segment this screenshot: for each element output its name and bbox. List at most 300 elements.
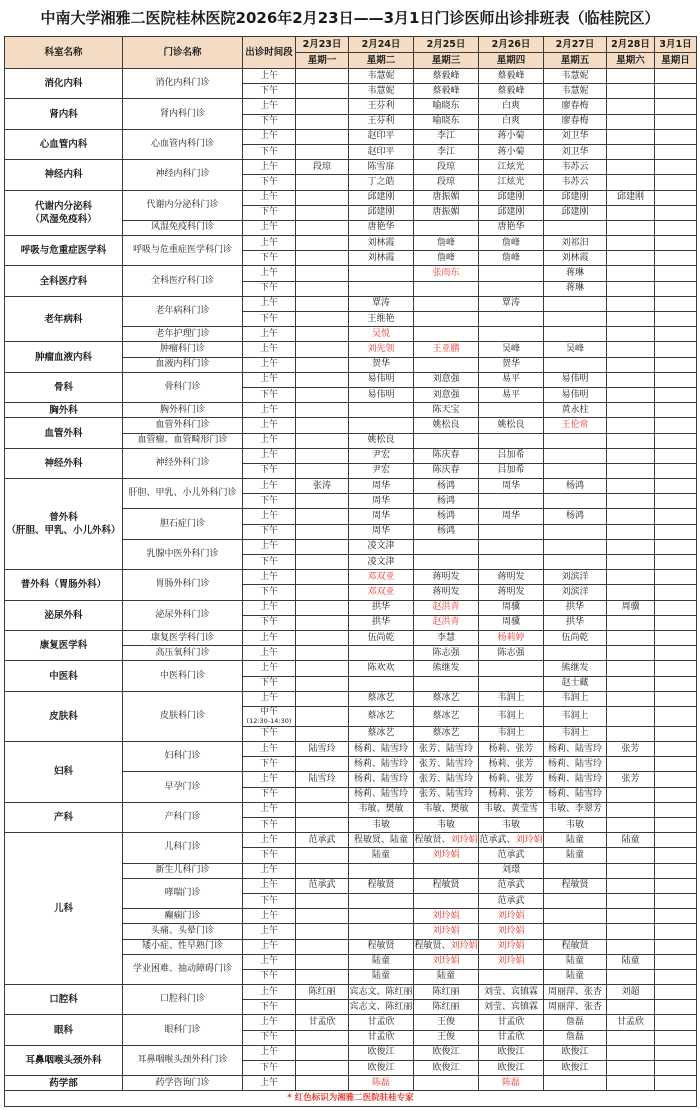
clinic-name: 头痛、头晕门诊	[123, 924, 243, 939]
session-time-label: 中午	[259, 707, 278, 718]
clinic-name: 乳腺中医外科门诊	[123, 539, 243, 569]
schedule-cell: 韦敏	[479, 818, 544, 833]
schedule-cell	[607, 327, 655, 342]
schedule-row	[5, 129, 697, 144]
schedule-cell	[296, 585, 349, 600]
schedule-cell	[414, 312, 479, 327]
schedule-row	[5, 985, 697, 1000]
schedule-cell	[607, 615, 655, 630]
schedule-cell: 刘玲娟	[479, 954, 544, 969]
header-date: 2月27日	[544, 37, 607, 53]
schedule-cell	[296, 296, 349, 311]
schedule-cell: 程敏贤	[544, 939, 607, 954]
schedule-cell	[544, 220, 607, 235]
schedule-cell: 邓双亚	[349, 570, 414, 585]
schedule-cell	[544, 924, 607, 939]
clinic-name: 新生儿科门诊	[123, 863, 243, 878]
schedule-cell	[607, 726, 655, 741]
session-time: 下午	[243, 312, 296, 327]
schedule-cell	[607, 494, 655, 509]
schedule-cell: 欧俊江	[544, 1061, 607, 1076]
doctor-name: 刘玲娟	[450, 941, 478, 952]
session-time: 上午	[243, 327, 296, 342]
schedule-cell	[544, 327, 607, 342]
department-name: 心血管内科	[5, 129, 123, 159]
schedule-cell: 凌文津	[349, 539, 414, 554]
schedule-cell	[607, 357, 655, 372]
session-time: 上午	[243, 802, 296, 817]
schedule-cell: 韦苏云	[544, 160, 607, 175]
schedule-cell	[544, 555, 607, 570]
schedule-cell	[655, 600, 697, 615]
schedule-cell	[607, 691, 655, 706]
schedule-cell: 韦慧妮	[544, 84, 607, 99]
schedule-cell	[607, 893, 655, 908]
schedule-cell: 唐振媚	[414, 205, 479, 220]
schedule-cell	[655, 1030, 697, 1045]
schedule-cell	[607, 646, 655, 661]
schedule-cell	[655, 909, 697, 924]
header-department: 科室名称	[5, 37, 123, 69]
schedule-cell: 尹宏	[349, 463, 414, 478]
schedule-cell: 陈志强	[479, 646, 544, 661]
schedule-cell: 蔡毅峰	[414, 69, 479, 84]
schedule-cell	[296, 387, 349, 402]
schedule-cell: 张芳	[607, 742, 655, 757]
page-title: 中南大学湘雅二医院桂林医院2026年2月23日——3月1日门诊医师出诊排班表（临桂院区）	[40, 9, 660, 27]
schedule-cell	[544, 433, 607, 448]
schedule-row	[5, 342, 697, 357]
schedule-cell: 李慧	[414, 630, 479, 645]
schedule-cell: 杨莉、陆雪玲	[544, 742, 607, 757]
department-name: 产科	[5, 802, 123, 832]
schedule-cell: 范承武	[479, 893, 544, 908]
clinic-name: 学业困难、抽动障碍门诊	[123, 954, 243, 984]
schedule-cell	[655, 878, 697, 893]
schedule-cell	[296, 114, 349, 129]
schedule-cell: 刘卫华	[544, 129, 607, 144]
schedule-cell	[349, 281, 414, 296]
schedule-cell: 宾志文、陈红丽	[349, 1000, 414, 1015]
schedule-cell	[655, 266, 697, 281]
schedule-cell: 陈磊	[479, 1076, 544, 1091]
department-name: 耳鼻咽喉头颈外科	[5, 1045, 123, 1075]
schedule-cell	[296, 1045, 349, 1060]
clinic-name: 泌尿外科门诊	[123, 600, 243, 630]
schedule-cell	[296, 403, 349, 418]
schedule-cell	[655, 190, 697, 205]
schedule-cell	[655, 433, 697, 448]
session-time: 上午	[243, 129, 296, 144]
schedule-row	[5, 266, 697, 281]
schedule-cell	[414, 1076, 479, 1091]
session-time: 下午	[243, 676, 296, 691]
department-name: 肾内科	[5, 99, 123, 129]
session-time: 下午	[243, 893, 296, 908]
header-weekday: 星期日	[655, 53, 697, 69]
department-name: 老年病科	[5, 296, 123, 342]
schedule-cell	[414, 539, 479, 554]
schedule-cell	[296, 1061, 349, 1076]
department-name: 骨科	[5, 372, 123, 402]
schedule-cell: 宾志文、陈红丽	[349, 985, 414, 1000]
clinic-name: 胃肠外科门诊	[123, 570, 243, 600]
schedule-cell: 韦敏	[414, 818, 479, 833]
department-name: 肿瘤血液内科	[5, 342, 123, 372]
schedule-cell	[607, 818, 655, 833]
clinic-name: 矮小症、性早熟门诊	[123, 939, 243, 954]
schedule-cell	[607, 205, 655, 220]
clinic-name: 神经内科门诊	[123, 160, 243, 190]
schedule-cell	[296, 939, 349, 954]
schedule-cell: 王伦常	[544, 418, 607, 433]
schedule-cell	[544, 448, 607, 463]
schedule-cell	[655, 954, 697, 969]
schedule-cell	[479, 539, 544, 554]
session-time: 下午	[243, 144, 296, 159]
schedule-cell	[296, 706, 349, 726]
schedule-cell	[296, 342, 349, 357]
schedule-cell	[296, 175, 349, 190]
schedule-cell: 吴悦	[349, 327, 414, 342]
schedule-cell	[479, 403, 544, 418]
schedule-cell: 吴峰	[544, 342, 607, 357]
schedule-cell	[607, 448, 655, 463]
schedule-cell: 贺华	[479, 357, 544, 372]
schedule-cell: 王芬利	[349, 99, 414, 114]
schedule-cell	[479, 312, 544, 327]
schedule-cell	[414, 676, 479, 691]
schedule-cell: 刘林霞	[544, 251, 607, 266]
schedule-cell	[607, 372, 655, 387]
schedule-cell	[479, 433, 544, 448]
schedule-cell	[655, 160, 697, 175]
session-time: 上午	[243, 160, 296, 175]
session-time: 下午	[243, 463, 296, 478]
schedule-cell	[296, 251, 349, 266]
schedule-cell	[655, 463, 697, 478]
doctor-name: 范承武	[479, 834, 507, 845]
session-time: 下午	[243, 848, 296, 863]
schedule-cell: 张涛	[296, 479, 349, 494]
schedule-cell	[296, 524, 349, 539]
clinic-name: 眼科门诊	[123, 1015, 243, 1045]
schedule-cell: 杨鸿	[414, 494, 479, 509]
schedule-cell: 覃涛	[349, 296, 414, 311]
schedule-cell: 甘孟欣	[349, 1015, 414, 1030]
schedule-cell: 易平	[479, 387, 544, 402]
schedule-cell: 韦慧妮	[349, 69, 414, 84]
clinic-name: 妇科门诊	[123, 742, 243, 772]
schedule-cell: 赵洪青	[414, 615, 479, 630]
schedule-cell	[607, 802, 655, 817]
schedule-cell	[655, 1015, 697, 1030]
session-time: 上午	[243, 418, 296, 433]
schedule-cell: 韦慧妮	[349, 84, 414, 99]
schedule-cell	[655, 985, 697, 1000]
schedule-cell: 杨鸿	[414, 479, 479, 494]
schedule-cell: 程敏贤	[349, 878, 414, 893]
schedule-cell: 杨莉、张芳	[479, 772, 544, 787]
clinic-name: 代谢内分泌科门诊	[123, 190, 243, 220]
schedule-cell: 凌文津	[349, 555, 414, 570]
schedule-cell	[655, 787, 697, 802]
schedule-cell	[607, 757, 655, 772]
session-time: 上午	[243, 954, 296, 969]
schedule-cell	[607, 1000, 655, 1015]
session-time: 上午	[243, 509, 296, 524]
session-time: 上午	[243, 190, 296, 205]
clinic-name: 早孕门诊	[123, 772, 243, 802]
schedule-cell: 杨鸿	[544, 479, 607, 494]
clinic-name: 全科医疗科门诊	[123, 266, 243, 296]
session-time: 下午	[243, 1000, 296, 1015]
header-date: 2月26日	[479, 37, 544, 53]
schedule-cell	[655, 615, 697, 630]
schedule-cell: 陆童	[414, 969, 479, 984]
session-time: 上午	[243, 909, 296, 924]
schedule-cell: 丁之皓	[349, 175, 414, 190]
schedule-cell	[296, 661, 349, 676]
session-time: 上午	[243, 1076, 296, 1091]
schedule-cell: 王维艳	[349, 312, 414, 327]
footnote: * 红色标识为湘雅二医院驻桂专家	[5, 1091, 697, 1107]
schedule-cell: 易伟明	[349, 387, 414, 402]
schedule-cell: 韦敏、樊敏	[414, 802, 479, 817]
schedule-cell: 甘孟欣	[479, 1015, 544, 1030]
schedule-cell	[655, 1061, 697, 1076]
session-time: 下午	[243, 726, 296, 741]
schedule-cell: 詹峰	[414, 236, 479, 251]
schedule-cell: 周华	[349, 494, 414, 509]
schedule-row	[5, 190, 697, 205]
schedule-cell	[655, 403, 697, 418]
schedule-cell: 杨鸿	[414, 524, 479, 539]
department-name: 泌尿外科	[5, 600, 123, 630]
schedule-cell: 欧俊江	[414, 1045, 479, 1060]
session-time: 下午	[243, 251, 296, 266]
schedule-cell	[544, 646, 607, 661]
schedule-cell	[414, 281, 479, 296]
session-time: 下午	[243, 281, 296, 296]
schedule-cell: 欧俊江	[349, 1045, 414, 1060]
schedule-cell	[296, 787, 349, 802]
clinic-name: 癫痫门诊	[123, 909, 243, 924]
schedule-cell: 江炫光	[479, 175, 544, 190]
schedule-cell	[607, 661, 655, 676]
schedule-cell: 蒋明发	[414, 585, 479, 600]
schedule-cell: 甘孟欣	[607, 1015, 655, 1030]
session-time: 下午	[243, 818, 296, 833]
schedule-cell: 王芬利	[349, 114, 414, 129]
schedule-cell: 欧俊江	[349, 1061, 414, 1076]
schedule-cell	[296, 205, 349, 220]
schedule-row	[5, 479, 697, 494]
schedule-cell	[544, 494, 607, 509]
schedule-cell	[655, 1076, 697, 1091]
schedule-cell	[655, 742, 697, 757]
schedule-cell	[607, 129, 655, 144]
session-time: 上午	[243, 403, 296, 418]
schedule-cell: 唐艳华	[349, 220, 414, 235]
department-name: 普外科 （肝胆、甲乳、小儿外科）	[5, 479, 123, 570]
schedule-row	[5, 630, 697, 645]
schedule-cell	[349, 893, 414, 908]
schedule-cell: 詹磊	[544, 1015, 607, 1030]
schedule-cell: 蔡冰艺	[414, 691, 479, 706]
schedule-cell	[655, 84, 697, 99]
schedule-cell: 杨莉、张芳	[479, 757, 544, 772]
schedule-cell	[544, 893, 607, 908]
department-name: 代谢内分泌科 （风湿免疫科）	[5, 190, 123, 236]
schedule-row	[5, 1076, 697, 1091]
header-weekday: 星期四	[479, 53, 544, 69]
schedule-cell	[296, 190, 349, 205]
session-time: 下午	[243, 757, 296, 772]
schedule-cell: 蔡冰艺	[349, 706, 414, 726]
session-time: 上午	[243, 924, 296, 939]
schedule-cell	[655, 661, 697, 676]
schedule-cell	[296, 433, 349, 448]
schedule-cell: 陈欢欢	[349, 661, 414, 676]
schedule-cell: 周华	[479, 479, 544, 494]
schedule-cell	[607, 969, 655, 984]
schedule-cell: 詹磊	[544, 1030, 607, 1045]
schedule-cell: 赵士藏	[544, 676, 607, 691]
schedule-row	[5, 160, 697, 175]
schedule-cell: 蔡冰艺	[414, 726, 479, 741]
session-time: 上午	[243, 661, 296, 676]
schedule-cell: 杨鸿	[544, 509, 607, 524]
schedule-cell: 程敏贤	[544, 878, 607, 893]
schedule-cell	[607, 848, 655, 863]
schedule-cell: 刘滨洋	[544, 570, 607, 585]
schedule-cell: 杨莉、张芳	[479, 787, 544, 802]
schedule-cell: 程敏贤、刘玲娟	[414, 939, 479, 954]
schedule-cell	[349, 863, 414, 878]
schedule-cell: 范承武	[479, 878, 544, 893]
schedule-cell	[349, 266, 414, 281]
clinic-name: 血液内科门诊	[123, 357, 243, 372]
schedule-cell	[655, 129, 697, 144]
schedule-cell	[296, 69, 349, 84]
session-time: 上午	[243, 772, 296, 787]
session-time: 下午	[243, 524, 296, 539]
schedule-cell	[655, 555, 697, 570]
schedule-cell: 王俊	[414, 1015, 479, 1030]
session-time: 上午	[243, 691, 296, 706]
schedule-cell	[607, 706, 655, 726]
schedule-cell	[296, 600, 349, 615]
schedule-cell	[607, 236, 655, 251]
schedule-cell: 喻晓东	[414, 99, 479, 114]
schedule-cell: 段琼	[414, 160, 479, 175]
schedule-cell	[296, 266, 349, 281]
schedule-cell	[655, 848, 697, 863]
schedule-cell	[607, 1030, 655, 1045]
schedule-cell	[296, 802, 349, 817]
schedule-cell: 蒋小菊	[479, 144, 544, 159]
header-weekday: 星期五	[544, 53, 607, 69]
department-name: 中医科	[5, 661, 123, 691]
clinic-name: 肾内科门诊	[123, 99, 243, 129]
schedule-cell: 熊继发	[544, 661, 607, 676]
schedule-cell	[607, 175, 655, 190]
schedule-cell	[607, 281, 655, 296]
session-time: 上午	[243, 69, 296, 84]
session-time: 上午	[243, 448, 296, 463]
schedule-cell	[607, 509, 655, 524]
schedule-cell	[607, 555, 655, 570]
schedule-cell	[655, 1045, 697, 1060]
schedule-cell: 韦苏云	[544, 175, 607, 190]
schedule-cell	[414, 863, 479, 878]
department-name: 康复医学科	[5, 630, 123, 660]
schedule-cell	[414, 555, 479, 570]
schedule-cell: 甘孟欣	[349, 1030, 414, 1045]
schedule-cell	[479, 266, 544, 281]
schedule-cell	[296, 893, 349, 908]
clinic-name: 康复医学科门诊	[123, 630, 243, 645]
schedule-cell: 拱华	[349, 600, 414, 615]
header-date: 2月24日	[349, 37, 414, 53]
schedule-cell	[296, 99, 349, 114]
clinic-name: 口腔科门诊	[123, 985, 243, 1015]
schedule-row	[5, 802, 697, 817]
schedule-cell: 范承武	[296, 833, 349, 848]
clinic-name: 老年护理门诊	[123, 327, 243, 342]
session-time: 下午	[243, 387, 296, 402]
schedule-row	[5, 1015, 697, 1030]
header-date: 2月28日	[607, 37, 655, 53]
schedule-cell	[296, 676, 349, 691]
schedule-cell	[349, 403, 414, 418]
department-name: 呼吸与危重症医学科	[5, 236, 123, 266]
schedule-cell: 詹峰	[479, 251, 544, 266]
schedule-cell: 蒋琳	[544, 281, 607, 296]
schedule-cell	[655, 939, 697, 954]
schedule-cell: 程敏贤、刘玲娟	[414, 833, 479, 848]
schedule-cell: 白爽	[479, 114, 544, 129]
schedule-cell: 段琼	[414, 175, 479, 190]
schedule-cell: 陈红丽	[414, 985, 479, 1000]
schedule-cell: 蒋明发	[479, 585, 544, 600]
schedule-cell: 吕加希	[479, 463, 544, 478]
schedule-cell: 张芳、陆雪玲	[414, 772, 479, 787]
schedule-cell	[655, 236, 697, 251]
schedule-cell	[655, 969, 697, 984]
schedule-cell: 杨莉、陆雪玲	[544, 772, 607, 787]
schedule-cell: 吴峰	[479, 342, 544, 357]
schedule-cell: 廖春梅	[544, 114, 607, 129]
schedule-cell	[296, 129, 349, 144]
schedule-cell: 刘祁汨	[544, 236, 607, 251]
session-time: 下午	[243, 84, 296, 99]
schedule-cell	[655, 646, 697, 661]
schedule-cell: 刘玲娟	[479, 909, 544, 924]
session-time: 上午	[243, 296, 296, 311]
schedule-cell: 刘意强	[414, 387, 479, 402]
schedule-cell	[296, 630, 349, 645]
header-date: 2月25日	[414, 37, 479, 53]
schedule-cell: 程敏贤	[349, 939, 414, 954]
schedule-cell: 熊继发	[414, 661, 479, 676]
schedule-cell: 范承武	[296, 878, 349, 893]
schedule-cell	[296, 281, 349, 296]
schedule-cell: 陈红丽	[414, 1000, 479, 1015]
clinic-name: 呼吸与危重症医学科门诊	[123, 236, 243, 266]
schedule-cell	[544, 524, 607, 539]
